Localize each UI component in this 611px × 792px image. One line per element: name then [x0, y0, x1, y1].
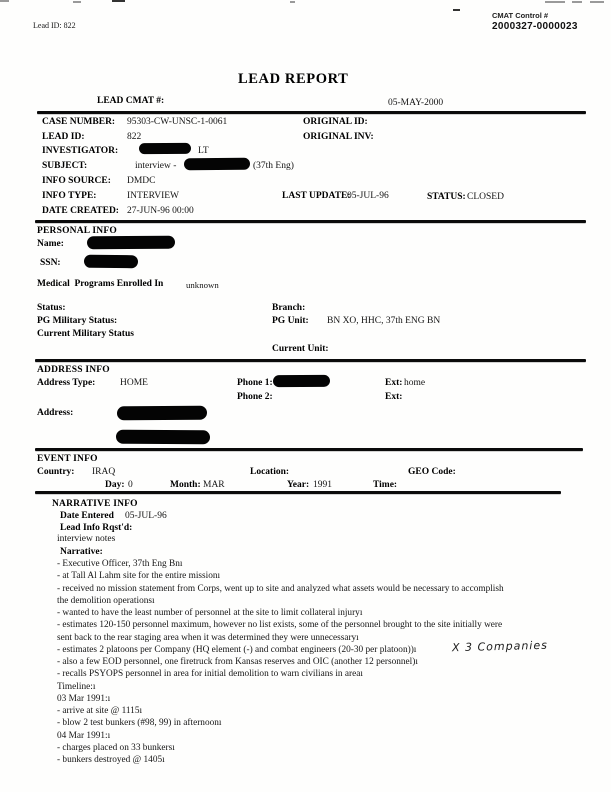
narrative-line: - estimates 2 platoons per Company (HQ element (-) and combat engineers (20-30 per platoon))ı — [57, 644, 417, 655]
case-number-label: CASE NUMBER: — [42, 117, 116, 127]
date-created-label: DATE CREATED: — [42, 206, 119, 216]
case-number-value: 95303-CW-UNSC-1-0061 — [127, 117, 228, 127]
geo-code-label: GEO Code: — [408, 467, 456, 477]
year-value: 1991 — [313, 480, 332, 490]
narrative-line: - received no mission statement from Corps, went up to site and analyzed what assets would be necessary to accomplish — [57, 583, 504, 594]
name-redaction — [87, 236, 175, 250]
lead-cmat-date: 05-MAY-2000 — [388, 98, 444, 108]
pg-unit-label: PG Unit: — [272, 316, 309, 326]
address-type-label: Address Type: — [37, 378, 96, 388]
lead-cmat-label: LEAD CMAT #: — [97, 96, 165, 106]
address-redaction-line1 — [117, 406, 207, 421]
narrative-line: Timeline:ı — [57, 681, 96, 692]
phone1-label: Phone 1: — [237, 378, 273, 388]
handwritten-annotation: X 3 Companies — [451, 638, 549, 655]
current-military-status-label: Current Military Status — [37, 329, 134, 339]
scan-artifact — [545, 1, 565, 3]
info-source-value: DMDC — [127, 176, 156, 186]
divider — [35, 359, 586, 362]
narrative-line: - estimates 120-150 personnel maximum, however no list exists, some of the personnel brought to the site initially were — [57, 620, 503, 631]
ext1-value: home — [404, 378, 426, 388]
info-source-label: INFO SOURCE: — [42, 176, 111, 186]
month-label: Month: — [170, 480, 201, 490]
pg-unit-value: BN XO, HHC, 37th ENG BN — [327, 316, 441, 326]
narrative-line: - blow 2 test bunkers (#98, 99) in afternoonı — [57, 718, 222, 729]
cmat-control-label: CMAT Control # — [492, 11, 549, 20]
subject-suffix: (37th Eng) — [253, 161, 294, 171]
page-title: LEAD REPORT — [238, 71, 349, 87]
investigator-label: INVESTIGATOR: — [42, 146, 119, 156]
scan-artifact — [290, 1, 295, 3]
day-label: Day: — [105, 480, 125, 490]
narrative-line: - Executive Officer, 37th Eng Bnı — [57, 559, 183, 569]
narrative-line: - also a few EOD personnel, one firetruck from Kansas reserves and OIC (another 12 personnel)ı — [57, 657, 418, 667]
country-value: IRAQ — [92, 467, 116, 477]
narrative-line: sent back to the rear staging area when it was determined they were unnecessaryı — [57, 632, 359, 643]
lead-info-rqstd-label: Lead Info Rqst'd: — [60, 523, 133, 533]
last-update-value: 05-JUL-96 — [347, 191, 389, 201]
scan-artifact — [112, 0, 125, 2]
status-label: STATUS: — [427, 192, 466, 202]
address-redaction-line2 — [116, 430, 210, 445]
lead-id-label: LEAD ID: — [42, 132, 85, 142]
scan-artifact — [453, 9, 460, 11]
narrative-line: - at Tall Al Lahm site for the entire missionı — [57, 571, 221, 582]
country-label: Country: — [37, 467, 75, 477]
narrative-info-header: NARRATIVE INFO — [52, 499, 138, 509]
address-label: Address: — [37, 408, 74, 418]
current-unit-label: Current Unit: — [272, 344, 329, 354]
location-label: Location: — [250, 467, 290, 477]
scan-artifact — [73, 1, 81, 3]
time-label: Time: — [373, 480, 398, 490]
year-label: Year: — [287, 480, 310, 490]
narrative-line: - bunkers destroyed @ 1405ı — [57, 755, 165, 765]
last-update-label: LAST UPDATE: — [282, 191, 351, 201]
status-field-label: Status: — [37, 303, 66, 313]
pg-military-status-label: PG Military Status: — [37, 316, 118, 326]
divider — [35, 220, 586, 223]
branch-label: Branch: — [272, 303, 306, 313]
narrative-text — [57, 558, 504, 766]
narrative-line: - arrive at site @ 1115ı — [57, 706, 143, 716]
ssn-label: SSN: — [40, 258, 61, 268]
narrative-label: Narrative: — [60, 547, 103, 557]
personal-info-header: PERSONAL INFO — [37, 226, 117, 236]
medical-programs-label: Medical Programs Enrolled In — [37, 279, 164, 289]
investigator-suffix: LT — [198, 146, 209, 156]
name-label: Name: — [37, 239, 64, 249]
date-entered-label: Date Entered — [60, 511, 114, 521]
narrative-line: - recalls PSYOPS personnel in area for initial demolition to warn civilians in areaı — [57, 669, 363, 680]
scan-artifact — [590, 1, 604, 3]
divider — [35, 448, 583, 451]
subject-label: SUBJECT: — [42, 161, 88, 171]
scan-artifact — [0, 0, 9, 2]
lead-id-note: Lead ID: 822 — [33, 21, 76, 30]
ext1-label: Ext: — [385, 378, 403, 388]
narrative-line: 03 Mar 1991:ı — [57, 693, 111, 704]
address-info-header: ADDRESS INFO — [37, 365, 110, 375]
info-type-label: INFO TYPE: — [42, 191, 97, 201]
original-inv-label: ORIGINAL INV: — [303, 132, 374, 142]
cmat-control-number: 2000327-0000023 — [492, 21, 578, 32]
subject-redaction — [184, 158, 250, 170]
event-info-header: EVENT INFO — [37, 454, 98, 464]
narrative-line: - charges placed on 33 bunkersı — [57, 742, 175, 753]
medical-programs-value: unknown — [186, 280, 219, 290]
narrative-line: - wanted to have the least number of personnel at the site to limit collateral injuryı — [57, 608, 363, 618]
status-value: CLOSED — [467, 192, 504, 202]
phone1-redaction — [273, 375, 330, 387]
original-id-label: ORIGINAL ID: — [303, 117, 368, 127]
investigator-redaction — [139, 143, 191, 154]
scan-artifact — [572, 1, 582, 3]
subject-prefix: interview - — [135, 161, 177, 171]
day-value: 0 — [128, 480, 133, 490]
lead-id-value: 822 — [127, 132, 142, 142]
info-type-value: INTERVIEW — [127, 191, 179, 201]
date-created-value: 27-JUN-96 00:00 — [127, 206, 194, 216]
narrative-line: 04 Mar 1991:ı — [57, 730, 111, 741]
narrative-line: the demolition operationsı — [57, 595, 155, 606]
month-value: MAR — [203, 480, 225, 490]
ssn-redaction — [84, 255, 138, 269]
divider — [37, 111, 586, 114]
phone2-label: Phone 2: — [237, 392, 273, 402]
address-type-value: HOME — [120, 378, 148, 388]
divider — [35, 491, 561, 494]
date-entered-value: 05-JUL-96 — [125, 511, 167, 521]
lead-info-rqstd-value: interview notes — [57, 534, 116, 544]
ext2-label: Ext: — [385, 392, 403, 402]
